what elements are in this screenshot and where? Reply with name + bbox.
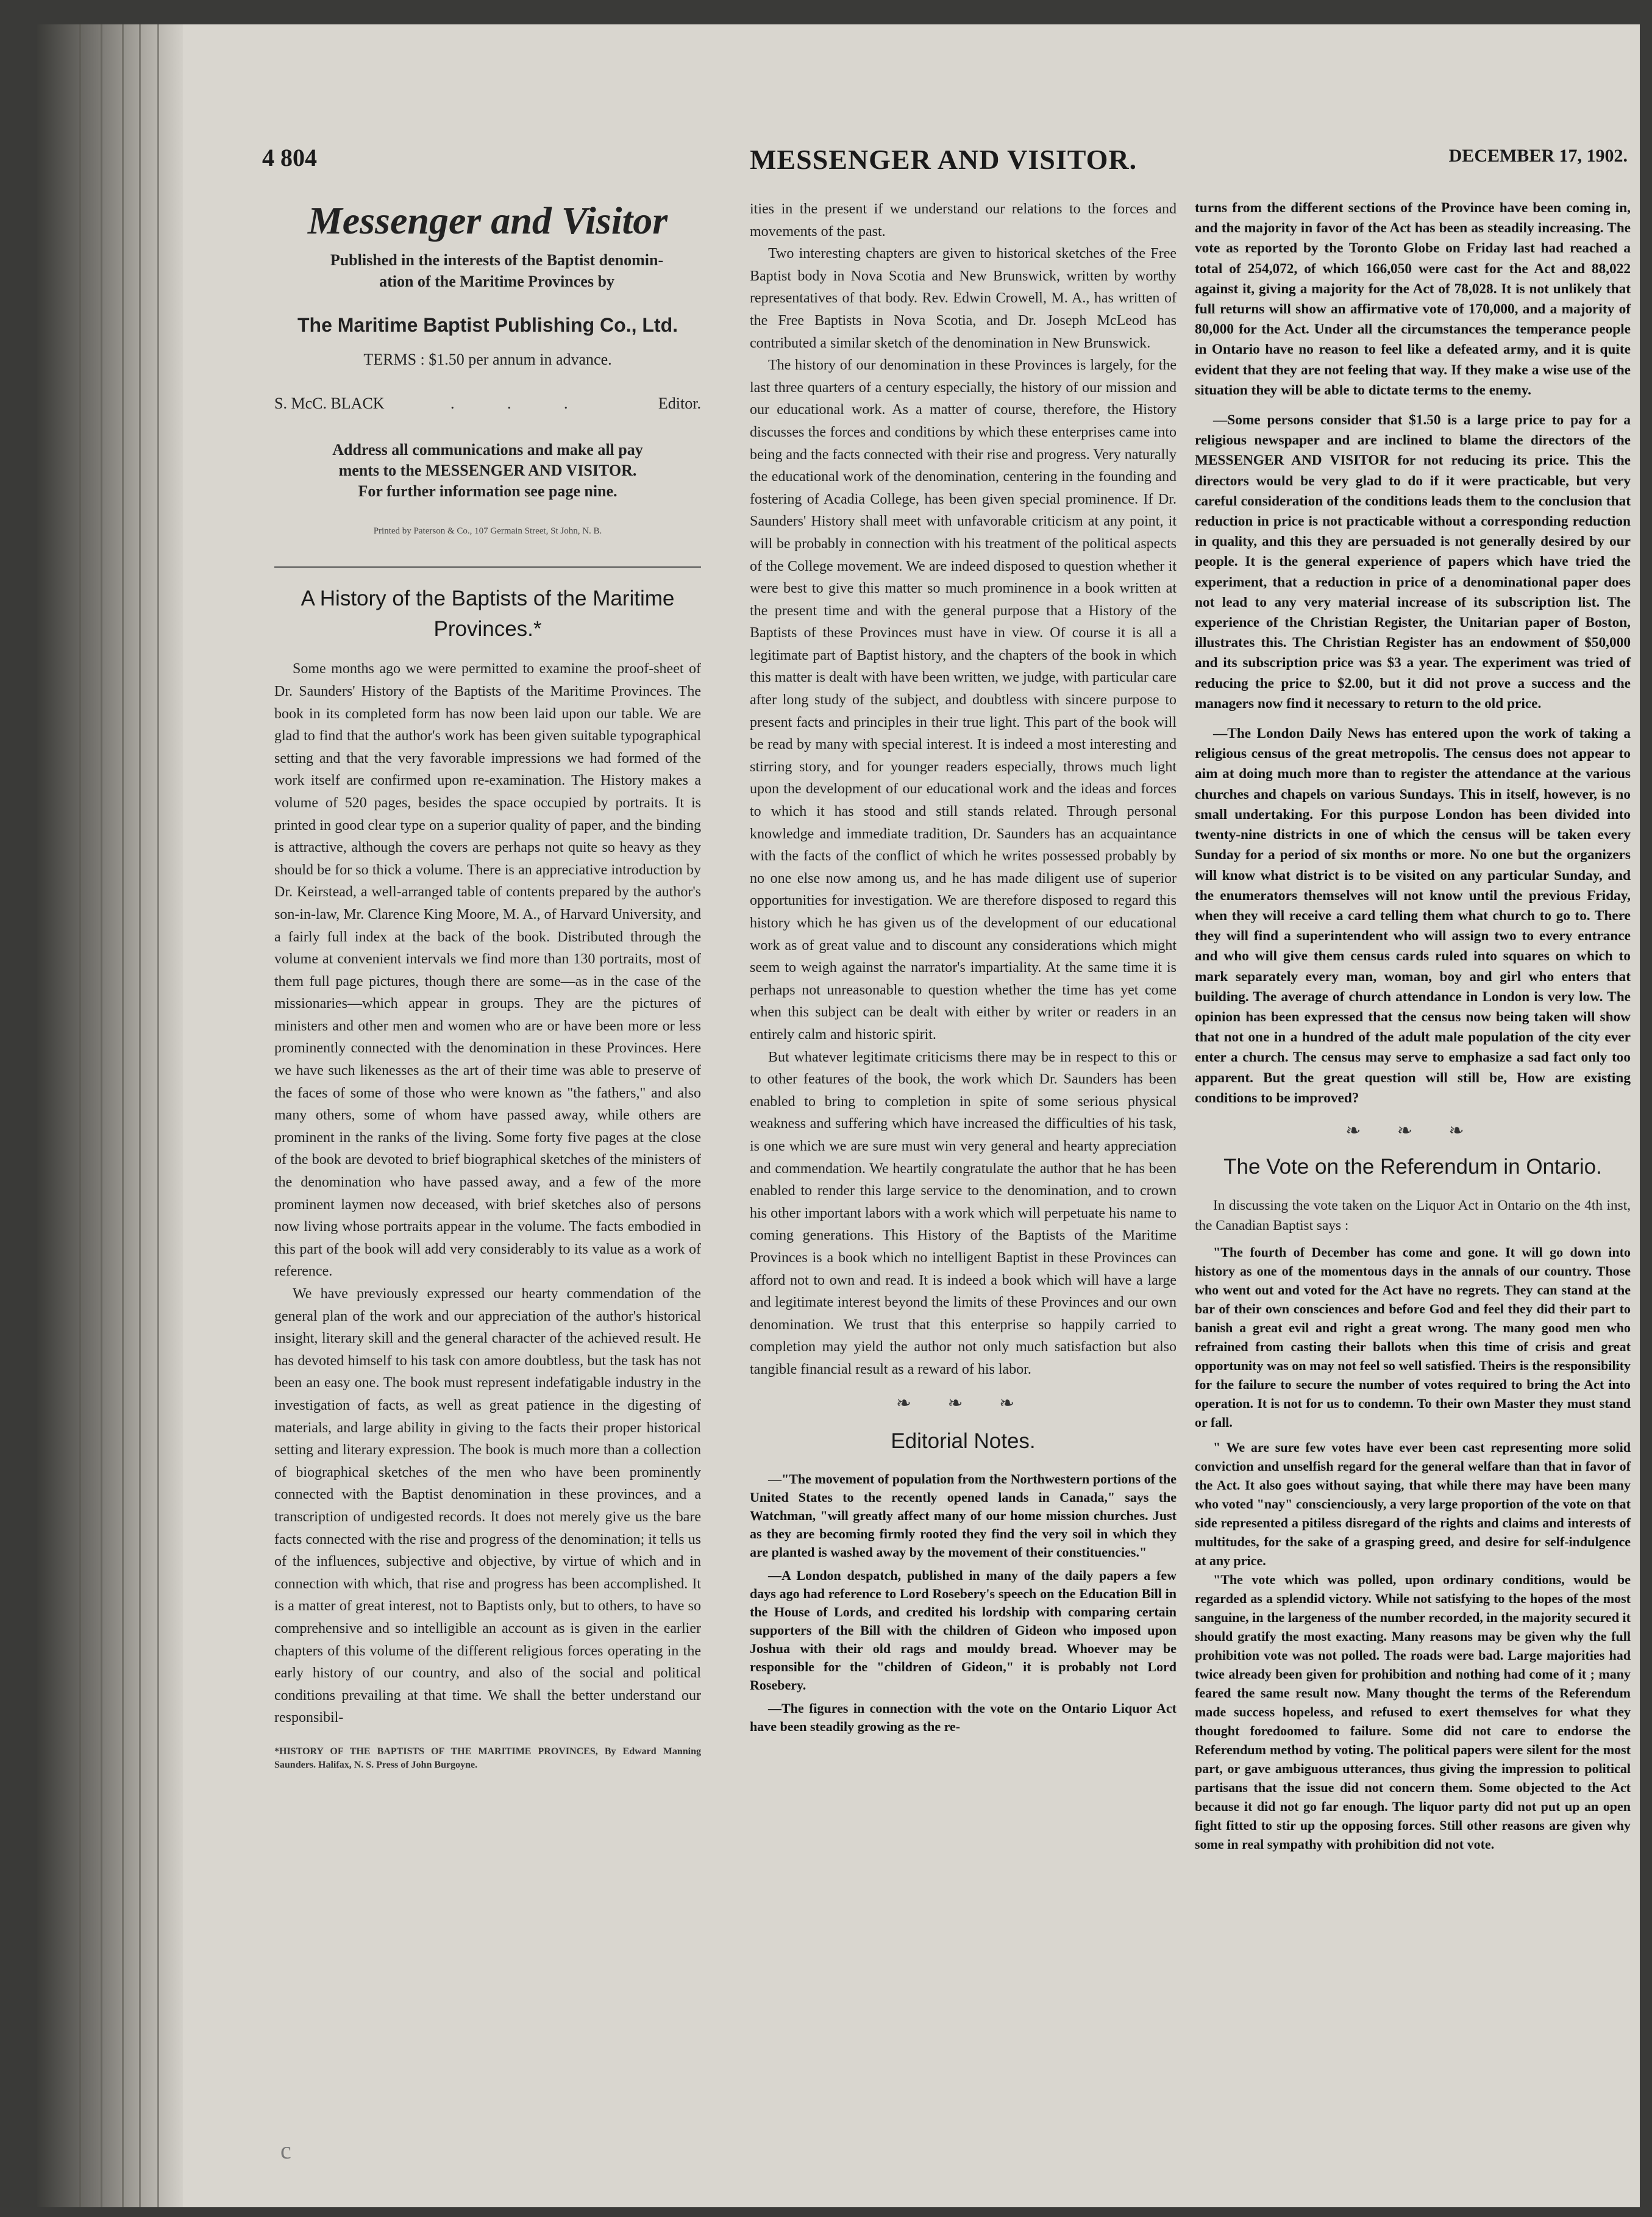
referendum-intro: In discussing the vote taken on the Liquor Act in Ontario on the 4th inst, the Canadian Baptist says : — [1195, 1198, 1631, 1234]
divider-rule — [274, 566, 701, 568]
history-footnote: *HISTORY OF THE BAPTISTS OF THE MARITIME PROVINCES, By Edward Manning Saunders. Halifax, N. S. Press of John Burgoyne. — [274, 1746, 701, 1770]
column-3 — [1195, 198, 1631, 1854]
address-line-2: ments to the MESSENGER AND VISITOR. — [338, 461, 637, 479]
address-line-3: For further information see page nine. — [358, 482, 618, 500]
published-line-1: Published in the interests of the Baptist denomin- — [330, 251, 664, 269]
printer-imprint: Printed by Paterson & Co., 107 Germain Street, St John, N. B. — [373, 526, 602, 536]
page-number: 4 804 — [262, 144, 317, 171]
address-notice — [274, 440, 701, 502]
address-line-1: Address all communications and make all pay — [332, 440, 643, 459]
running-header — [262, 143, 1628, 192]
history-cont-paragraph-2: Two interesting chapters are given to historical sketches of the Free Baptist body in Nova Scotia and New Brunswick, written by worthy representatives of that body. Rev. Edwin Crowell, M. A., has written of the Free Baptists in Nova Scotia, and Dr. Joseph McLeod has contributed a similar sketch of the denomination in New Brunswick. — [750, 246, 1177, 351]
history-cont-paragraph-4: But whatever legitimate criticisms there may be in respect to this or to other features of the book, the work which Dr. Saunders has been enabled to bring to completion in spite of some serious physical weakness and suffering which have increased the difficulties of his task, is one which we are sure must win very general and hearty appreciation and commendation. We heartily congratulate the author that he has been enabled to render this large service to the denomination, and to crown his other important labors with a work which will perpetuate his name to coming generations. This History of the Baptists of the Maritime Provinces is a book which no intelligent Baptist in these Provinces can afford not to own and read. It is indeed a book which will have a large and legitimate interest beyond the limits of these Provinces and our own denomination. We trust that this enterprise so happily carried to completion may yield the author not only much satisfaction but also tangible financial result as a reward of his labor. — [750, 1049, 1177, 1377]
subscription-terms: TERMS : $1.50 per annum in advance. — [363, 350, 612, 368]
vote-returns-paragraph: turns from the different sections of the Province have been coming in, and the majority in favor of the Act has been as steadily increasing. The vote as reported by the Toronto Globe on Friday last had reached a total of 254,072, of which 166,050 were cast for the Act and 88,022 against it, giving a majority for the Act of 78,028. It is not unlikely that full returns will show an affirmative vote of 170,000, and a majority of 80,000 for the Act. Under all the circumstances the temperance people in Ontario have no reason to feel like a defeated army, and it is quite evident that they are not feeling that way. If they make a wise use of the situation they will be able to dictate terms to the enemy. — [1195, 200, 1631, 398]
referendum-quote-1: "The fourth of December has come and gone. It will go down into history as one of the momentous days in the annals of our country. Those who went out and voted for the Act have no regrets. They can stand at the bar of their own consciences and before God and feel they did their part to banish a great evil and right a great wrong. The many good men who refrained from casting their ballots when this time of crisis and great opportunity was on may not feel so well satisfied. Theirs is the responsibility for the failure to secure the number of votes required to bring the Act into operation. It is not for us to condemn. To their own Master they must stand or fall. — [1195, 1244, 1631, 1430]
editorial-note-3: —The figures in connection with the vote on the Ontario Liquor Act have been steadily growing as the re- — [750, 1701, 1177, 1735]
history-paragraph-1: Some months ago we were permitted to examine the proof-sheet of Dr. Saunders' History of the Baptists of the Maritime Provinces. The book in its completed form has now been laid upon our table. We are glad to find that the author's work has been given suitable typographical setting and that the very favorable impressions we had formed of the work itself are confirmed upon re-examination. The History makes a volume of 520 pages, besides the space occupied by portraits. It is printed in good clear type on a superior quality of paper, and the binding is attractive, although the covers are perhaps not quite so heavy as they should be for so thick a volume. There is an appreciative introduction by Dr. Keirstead, a well-arranged table of contents prepared by the author's son-in-law, Mr. Clarence King Moore, M. A., of Harvard University, and a fairly full index at the back of the book. Distributed through the volume at convenient intervals we find more than 130 portraits, most of them full page pictures, though there are some—as in the case of the missionaries—which appear in groups. They are the pictures of ministers and other men and women who are or have been more or less prominently connected with the denomination in these Provinces. Here we have such likenesses as the art of their time was able to preserve of the faces of some of those who were known as "the fathers," and also many others, some of whom have passed away, while others are prominent in the ranks of the living. Some forty five pages at the close of the book are devoted to brief biographical sketches of the ministers of the denomination who have passed away, and a few of the more prominent laymen now deceased, with brief sketches also of persons now living whose portraits appear in the volume. The facts embodied in this part of the book will add very considerably to its value as a work of reference. — [274, 661, 701, 1280]
running-masthead: MESSENGER AND VISITOR. — [750, 144, 1138, 175]
book-binding-shadow — [37, 24, 183, 2207]
referendum-title: The Vote on the Referendum in Ontario. — [1223, 1155, 1602, 1179]
price-paragraph: —Some persons consider that $1.50 is a large price to pay for a religious newspaper and are inclined to blame the directors of the MESSENGER AND VISITOR for not reducing its price. This the directors would be very glad to do if it were practicable, but very careful consideration of the conditions leads them to the conclusion that reduction in price is not practicable without a corresponding reduction in quality, and this they are persuaded is not generally desired by our people. It is the general experience of papers which have tried the experiment, that a reduction in price of a denominational paper does not lead to any very material increase of its subscription list. The experience of the Christian Register, the Unitarian paper of Boston, illustrates this. The Christian Register has an endowment of $50,000 and its subscription price was $3 a year. The experiment was tried of reducing the price to $2.00, but it did not prove a success and the managers now find it necessary to return to the old price. — [1195, 412, 1631, 712]
editorial-note-1: —"The movement of population from the Northwestern portions of the United States to the recently opened lands in Canada," says the Watchman, "will greatly affect many of our home mission churches. Just as they are becoming firmly rooted they find the very soil in which they are planted is washed away by the movement of their constituencies." — [750, 1471, 1177, 1560]
history-cont-paragraph-3: The history of our denomination in these Provinces is largely, for the last three quarters of a century especially, the history of our mission and our educational work. As a matter of course, therefore, the History discusses the forces and conditions by which these enterprises came into being and the facts connected with their rise and progress. Very naturally the educational work of the denomination, centering in the founding and fostering of Acadia College, has been given special prominence. If Dr. Saunders' History shall meet with unfavorable criticism at any point, it will be probably in connection with his treatment of the political aspects of the College movement. We are indeed disposed to question whether it were best to give this matter so much prominence in a book written at the present time and with the general purpose that a History of the Baptists of these Provinces must have in view. Of course it is all a legitimate part of Baptist history, and the chapters of the book in which this matter is dealt with have been written, we judge, with particular care after long study of the subject, and doubtless with sincere purpose to present facts and principles in their true light. This part of the book will be read by many with special interest. It is indeed a most interesting and stirring story, and for younger readers especially, throws much light upon the development of our educational work and the ideas and forces to which it has stood and still stands related. Through personal knowledge and immediate tradition, Dr. Saunders has an acquaintance with the facts of the conflict of which he writes possessed probably by no one else now among us, and he has made diligent use of superior opportunities for investigation. We are therefore disposed to regard this history which he has given us of the development of our educational work as of great value and to discount any considerations which might seem to weigh against the narrator's impartiality. At the same time it is perhaps not unreasonable to question whether the time has yet come when this subject can be dealt with either by writer or readers in an entirely calm and historic spirit. — [750, 357, 1177, 1043]
history-cont-paragraph-1: ities in the present if we understand our relations to the forces and movements of the past. — [750, 201, 1177, 240]
census-paragraph: —The London Daily News has entered upon the work of taking a religious census of the great metropolis. The census does not appear to aim at doing much more than to register the attendance at the various churches and chapels on various Sundays. This in itself, however, is no small undertaking. For this purpose London has been divided into twenty-nine districts in one of which the census will be taken every Sunday for a period of six months or more. No one but the organizers will know what district is to be visited on any particular Sunday, and the enumerators themselves will not know until the previous Friday, when they will receive a card telling them what church to go to. There they will find a superintendent who will assign two to every entrance and who will give them census cards ruled into squares on which to mark separately every man, woman, boy and girl who enters that building. The average of church attendance in London is very low. The opinion has been expressed that the census now being taken will show that not one in a hundred of the adult male population of the city ever enter a church. The census may serve to emphasize a sad fact only too apparent. But the great question will still be, How are existing conditions to be improved? — [1195, 726, 1631, 1106]
section-separator: ❧ ❧ ❧ — [895, 1393, 1031, 1414]
newspaper-page — [37, 24, 1640, 2207]
editorial-notes-title: Editorial Notes. — [891, 1429, 1036, 1454]
referendum-quote-2: " We are sure few votes have ever been cast representing more solid conviction and unselfish regard for the general welfare than that in favor of the Act. It also goes without saying, that while there may have been many who voted "nay" conscienciously, a very large proportion of the vote on that side represented a pitiless disregard of the rights and claims and interests of multitudes, for the sake of a grasping greed, and desire for self-indulgence at any price. — [1195, 1439, 1631, 1568]
column-1 — [274, 198, 701, 1772]
article-title-history: A History of the Baptists of the Maritime Provinces.* — [301, 587, 675, 641]
publisher-name: The Maritime Baptist Publishing Co., Ltd. — [297, 314, 678, 336]
editor-name: S. McC. BLACK — [274, 394, 385, 413]
history-paragraph-2: We have previously expressed our hearty commendation of the general plan of the work and our appreciation of the author's historical insight, literary skill and the general character of the achieved result. He has devoted himself to his task con amore doubtless, but the task has not been an easy one. The book must represent indefatigable industry in the investigation of facts, as well as great patience in the digesting of materials, and large ability in giving to the facts their proper historical setting and literary expression. The book is much more than a collection of biographical sketches of the men who have been prominently connected with the Baptist denomination in these provinces, and a transcription of undigested records. It does not merely give us the bare facts connected with the rise and progress of the denomination; it tells us of the influences, subjective and objective, by virtue of which and in connection with which, that rise and progress has been accomplished. It is a matter of great interest, not to Baptists only, but to others, to have so comprehensive and so intelligible an account as is given in the earlier chapters of this volume of the different religious forces operating in the early history of our country, and also of the social and political conditions prevailing at that time. We shall the better understand our responsibil- — [274, 1286, 701, 1726]
editor-line — [274, 393, 701, 415]
editor-dots: . . . — [450, 394, 593, 413]
column-2 — [750, 198, 1177, 1736]
published-line-2: ation of the Maritime Provinces by — [379, 273, 614, 290]
margin-mark: c — [280, 2137, 291, 2164]
masthead-title: Messenger and Visitor — [307, 199, 668, 242]
issue-date: DECEMBER 17, 1902. — [1448, 146, 1628, 166]
referendum-quote-3: "The vote which was polled, upon ordinary conditions, would be regarded as a splendid victory. While not satisfying to the hopes of the most sanguine, in the largeness of the number recorded, in the majority secured it should gratify the most exacting. Many reasons may be given why the full prohibition vote was not polled. The roads were bad. Large majorities had twice already been given for prohibition and nothing had come of it ; many feared the same result now. Many thought the terms of the Referendum made success hopeless, and refused to exert themselves for what they thought foredoomed to failure. Some did not care to endorse the Referendum method by voting. The political papers were silent for the most part, or gave ambiguous utterances, thus giving the impression to political partisans that the issue did not concern them. Some objected to the Act because it did not go far enough. The liquor party did not put up an open fight fitted to stir up the opposing forces. Still other reasons are given why some in real sympathy with prohibition did not vote. — [1195, 1571, 1631, 1852]
section-separator-2: ❧ ❧ ❧ — [1345, 1120, 1480, 1141]
editorial-note-2: —A London despatch, published in many of the daily papers a few days ago had reference to Lord Rosebery's speech on the Education Bill in the House of Lords, and credited his lordship with comparing certain supporters of the Bill with the children of Gideon who imposed upon Joshua with their old rags and mouldy bread. Whoever may be responsible for the "children of Gideon," it is probably not Lord Rosebery. — [750, 1568, 1177, 1693]
editor-title: Editor. — [658, 394, 701, 413]
